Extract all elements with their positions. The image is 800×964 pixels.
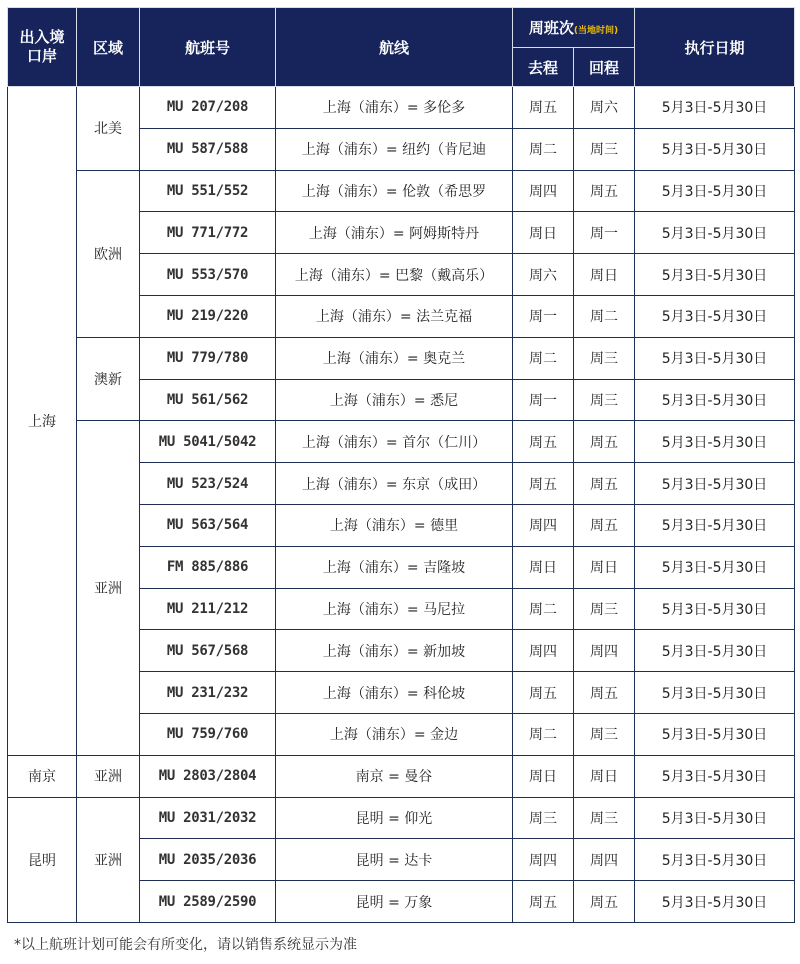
header-flight: 航班号 — [140, 8, 276, 87]
inbound-day-cell: 周三 — [574, 337, 635, 379]
route-cell: 上海（浦东）= 多伦多 — [276, 87, 513, 129]
route-cell: 昆明 = 达卡 — [276, 839, 513, 881]
route-cell: 上海（浦东）= 阿姆斯特丹 — [276, 212, 513, 254]
route-cell: 上海（浦东）= 新加坡 — [276, 630, 513, 672]
inbound-day-cell: 周四 — [574, 630, 635, 672]
inbound-day-cell: 周五 — [574, 672, 635, 714]
flight-number-cell: MU 207/208 — [140, 87, 276, 129]
header-port-label: 出入境口岸 — [19, 28, 65, 65]
inbound-day-cell: 周六 — [574, 87, 635, 129]
header-port — [8, 8, 77, 87]
route-cell: 上海（浦东）= 首尔（仁川） — [276, 421, 513, 463]
flight-number-cell: MU 2589/2590 — [140, 881, 276, 923]
flight-number-cell: MU 5041/5042 — [140, 421, 276, 463]
dates-cell: 5月3日-5月30日 — [635, 337, 795, 379]
route-cell: 上海（浦东）= 法兰克福 — [276, 295, 513, 337]
dates-cell: 5月3日-5月30日 — [635, 254, 795, 296]
route-cell: 上海（浦东）= 金边 — [276, 713, 513, 755]
flight-number-cell: MU 567/568 — [140, 630, 276, 672]
route-cell: 上海（浦东）= 奥克兰 — [276, 337, 513, 379]
header-inbound: 回程 — [574, 48, 635, 87]
flight-number-cell: MU 561/562 — [140, 379, 276, 421]
header-weekly-sub: (当地时间) — [573, 26, 619, 36]
dates-cell: 5月3日-5月30日 — [635, 128, 795, 170]
inbound-day-cell: 周五 — [574, 421, 635, 463]
inbound-day-cell: 周日 — [574, 254, 635, 296]
region-cell: 亚洲 — [77, 755, 140, 797]
dates-cell: 5月3日-5月30日 — [635, 463, 795, 505]
dates-cell: 5月3日-5月30日 — [635, 170, 795, 212]
outbound-day-cell: 周五 — [513, 672, 574, 714]
outbound-day-cell: 周五 — [513, 463, 574, 505]
port-cell: 昆明 — [8, 797, 77, 922]
header-region: 区域 — [77, 8, 140, 87]
flight-number-cell: MU 231/232 — [140, 672, 276, 714]
outbound-day-cell: 周二 — [513, 337, 574, 379]
region-cell: 北美 — [77, 87, 140, 171]
dates-cell: 5月3日-5月30日 — [635, 588, 795, 630]
header-dates: 执行日期 — [635, 8, 795, 87]
flight-number-cell: MU 553/570 — [140, 254, 276, 296]
route-cell: 上海（浦东）= 马尼拉 — [276, 588, 513, 630]
inbound-day-cell: 周五 — [574, 463, 635, 505]
table-row — [8, 755, 795, 797]
inbound-day-cell: 周日 — [574, 755, 635, 797]
header-weekly — [513, 8, 635, 48]
outbound-day-cell: 周三 — [513, 797, 574, 839]
outbound-day-cell: 周一 — [513, 379, 574, 421]
flight-number-cell: MU 551/552 — [140, 170, 276, 212]
inbound-day-cell: 周五 — [574, 170, 635, 212]
outbound-day-cell: 周四 — [513, 630, 574, 672]
outbound-day-cell: 周日 — [513, 755, 574, 797]
outbound-day-cell: 周四 — [513, 839, 574, 881]
region-cell: 欧洲 — [77, 170, 140, 337]
flight-number-cell: MU 587/588 — [140, 128, 276, 170]
route-cell: 上海（浦东）= 德里 — [276, 504, 513, 546]
inbound-day-cell: 周一 — [574, 212, 635, 254]
dates-cell: 5月3日-5月30日 — [635, 421, 795, 463]
inbound-day-cell: 周三 — [574, 588, 635, 630]
outbound-day-cell: 周四 — [513, 504, 574, 546]
table-body — [8, 87, 795, 923]
dates-cell: 5月3日-5月30日 — [635, 755, 795, 797]
inbound-day-cell: 周日 — [574, 546, 635, 588]
flight-number-cell: MU 219/220 — [140, 295, 276, 337]
flight-number-cell: MU 211/212 — [140, 588, 276, 630]
inbound-day-cell: 周五 — [574, 881, 635, 923]
table-row — [8, 337, 795, 379]
table-row — [8, 87, 795, 129]
route-cell: 上海（浦东）= 吉隆坡 — [276, 546, 513, 588]
inbound-day-cell: 周三 — [574, 128, 635, 170]
flight-number-cell: MU 759/760 — [140, 713, 276, 755]
route-cell: 南京 = 曼谷 — [276, 755, 513, 797]
dates-cell: 5月3日-5月30日 — [635, 630, 795, 672]
region-cell: 澳新 — [77, 337, 140, 421]
dates-cell: 5月3日-5月30日 — [635, 797, 795, 839]
dates-cell: 5月3日-5月30日 — [635, 672, 795, 714]
dates-cell: 5月3日-5月30日 — [635, 295, 795, 337]
flight-number-cell: MU 523/524 — [140, 463, 276, 505]
flight-number-cell: MU 779/780 — [140, 337, 276, 379]
region-cell: 亚洲 — [77, 421, 140, 755]
header-weekly-label: 周班次 — [528, 19, 574, 37]
dates-cell: 5月3日-5月30日 — [635, 713, 795, 755]
dates-cell: 5月3日-5月30日 — [635, 379, 795, 421]
outbound-day-cell: 周五 — [513, 421, 574, 463]
outbound-day-cell: 周五 — [513, 881, 574, 923]
route-cell: 上海（浦东）= 伦敦（希思罗 — [276, 170, 513, 212]
flight-number-cell: MU 771/772 — [140, 212, 276, 254]
route-cell: 上海（浦东）= 巴黎（戴高乐） — [276, 254, 513, 296]
route-cell: 上海（浦东）= 纽约（肯尼迪 — [276, 128, 513, 170]
route-cell: 昆明 = 仰光 — [276, 797, 513, 839]
outbound-day-cell: 周五 — [513, 87, 574, 129]
flight-number-cell: MU 2803/2804 — [140, 755, 276, 797]
dates-cell: 5月3日-5月30日 — [635, 87, 795, 129]
flight-number-cell: MU 563/564 — [140, 504, 276, 546]
table-row — [8, 170, 795, 212]
port-cell: 南京 — [8, 755, 77, 797]
dates-cell: 5月3日-5月30日 — [635, 881, 795, 923]
table-header — [8, 8, 795, 87]
table-row — [8, 421, 795, 463]
inbound-day-cell: 周三 — [574, 797, 635, 839]
header-route: 航线 — [276, 8, 513, 87]
outbound-day-cell: 周四 — [513, 170, 574, 212]
port-cell: 上海 — [8, 87, 77, 756]
route-cell: 上海（浦东）= 东京（成田） — [276, 463, 513, 505]
dates-cell: 5月3日-5月30日 — [635, 839, 795, 881]
inbound-day-cell: 周四 — [574, 839, 635, 881]
route-cell: 昆明 = 万象 — [276, 881, 513, 923]
flight-schedule-table — [7, 7, 795, 923]
route-cell: 上海（浦东）= 科伦坡 — [276, 672, 513, 714]
inbound-day-cell: 周二 — [574, 295, 635, 337]
dates-cell: 5月3日-5月30日 — [635, 504, 795, 546]
dates-cell: 5月3日-5月30日 — [635, 546, 795, 588]
flight-number-cell: MU 2035/2036 — [140, 839, 276, 881]
flight-number-cell: MU 2031/2032 — [140, 797, 276, 839]
table-row — [8, 797, 795, 839]
outbound-day-cell: 周一 — [513, 295, 574, 337]
region-cell: 亚洲 — [77, 797, 140, 922]
inbound-day-cell: 周五 — [574, 504, 635, 546]
header-outbound: 去程 — [513, 48, 574, 87]
footnote: *以上航班计划可能会有所变化，请以销售系统显示为准 — [14, 937, 357, 953]
inbound-day-cell: 周三 — [574, 379, 635, 421]
inbound-day-cell: 周三 — [574, 713, 635, 755]
flight-number-cell: FM 885/886 — [140, 546, 276, 588]
route-cell: 上海（浦东）= 悉尼 — [276, 379, 513, 421]
outbound-day-cell: 周六 — [513, 254, 574, 296]
outbound-day-cell: 周二 — [513, 128, 574, 170]
outbound-day-cell: 周二 — [513, 588, 574, 630]
dates-cell: 5月3日-5月30日 — [635, 212, 795, 254]
outbound-day-cell: 周日 — [513, 546, 574, 588]
outbound-day-cell: 周日 — [513, 212, 574, 254]
outbound-day-cell: 周二 — [513, 713, 574, 755]
